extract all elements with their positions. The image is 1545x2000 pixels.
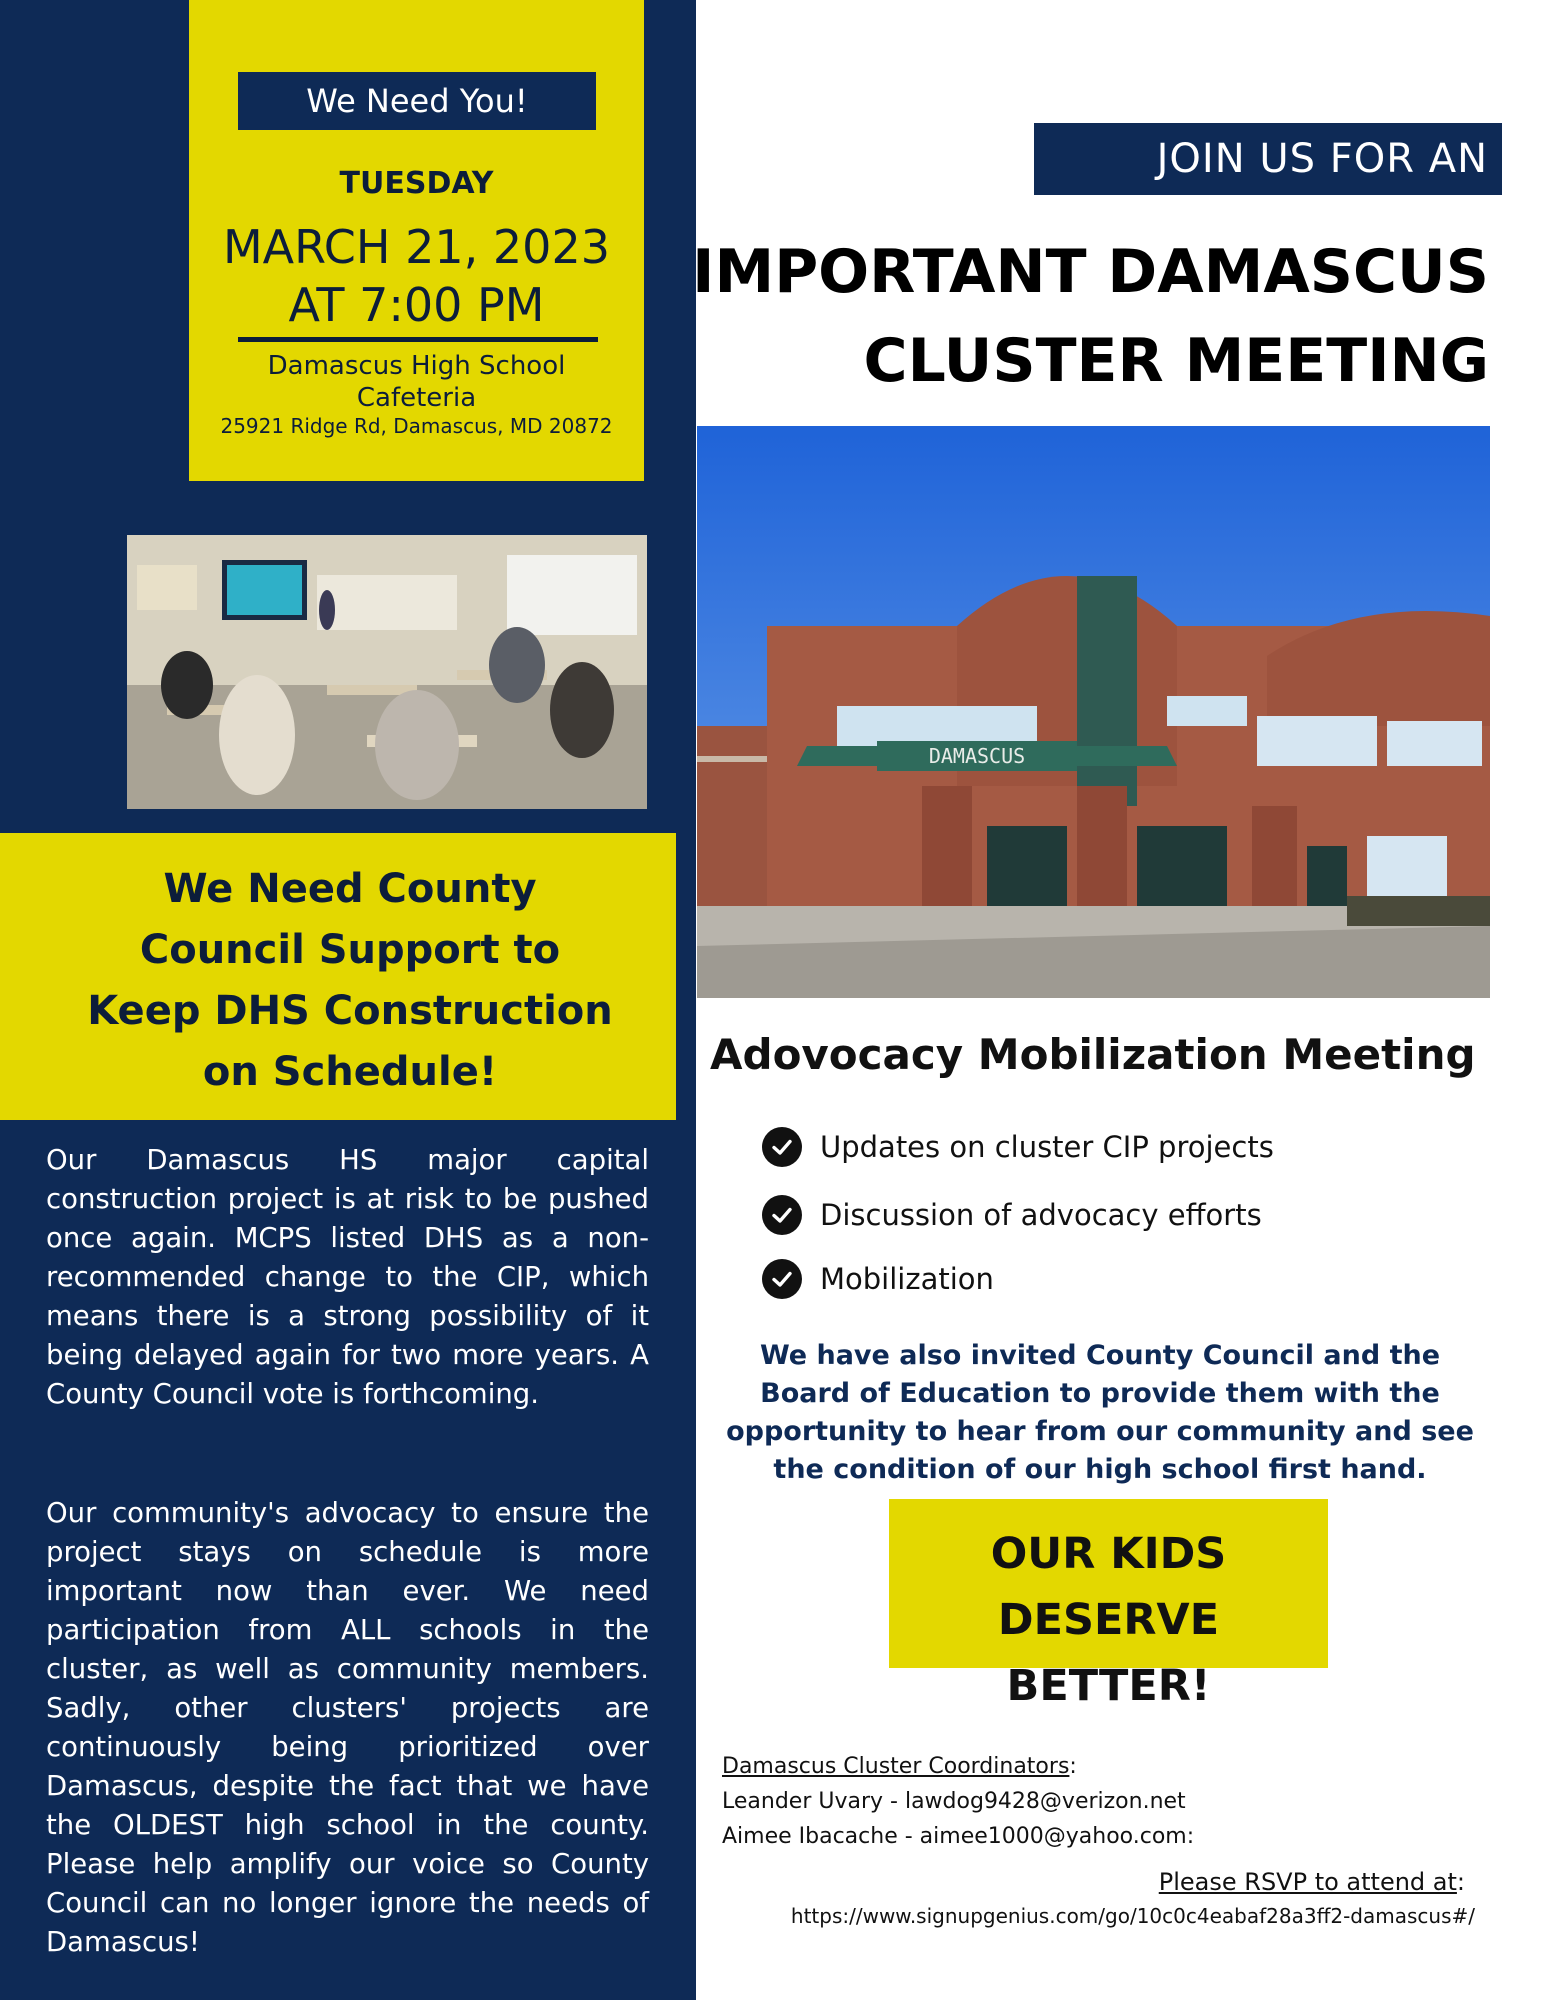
- venue-line-1: Damascus High School: [267, 351, 566, 381]
- coordinators-heading-suffix: :: [1069, 1754, 1077, 1779]
- support-line: on Schedule!: [202, 1049, 498, 1095]
- event-day: TUESDAY: [339, 166, 494, 201]
- venue-line-2: Cafeteria: [356, 383, 477, 413]
- coordinator-contact[interactable]: Leander Uvary - lawdog9428@verizon.net: [722, 1789, 1186, 1814]
- rsvp-label-suffix: :: [1456, 1868, 1465, 1896]
- slogan-line-1: OUR KIDS: [990, 1529, 1227, 1579]
- event-address: 25921 Ridge Rd, Damascus, MD 20872: [220, 414, 613, 438]
- coordinators-heading: [722, 1754, 1077, 1779]
- agenda-item-label: Mobilization: [820, 1262, 994, 1296]
- coordinator-contact[interactable]: Aimee Ibacache - aimee1000@yahoo.com:: [722, 1824, 1195, 1849]
- classroom-photo: [127, 535, 647, 809]
- agenda-item: [762, 1193, 1262, 1237]
- page-title-line-1: IMPORTANT DAMASCUS: [692, 237, 1489, 307]
- agenda-item-label: Updates on cluster CIP projects: [820, 1130, 1274, 1164]
- coordinators-heading-text: Damascus Cluster Coordinators: [722, 1754, 1070, 1779]
- rsvp-label: [1159, 1868, 1465, 1896]
- event-venue: [189, 350, 644, 414]
- support-line: We Need County: [163, 866, 537, 912]
- building-sign: DAMASCUS: [928, 744, 1026, 768]
- event-time: AT 7:00 PM: [288, 278, 545, 332]
- school-photo: [697, 426, 1490, 998]
- slogan: [889, 1521, 1328, 1719]
- page-title-line-2: CLUSTER MEETING: [863, 326, 1489, 396]
- event-details-box: [189, 0, 644, 481]
- rsvp-link[interactable]: https://www.signupgenius.com/go/10c0c4eabaf28a3ff2-damascus#/: [790, 1904, 1475, 1928]
- check-circle-icon: [762, 1195, 802, 1235]
- divider: [238, 337, 598, 342]
- agenda-item: [762, 1257, 994, 1301]
- invitation-note: We have also invited County Council and the Board of Education to provide them with the opportunity to hear from our community and see the condition of our high school first hand.: [726, 1340, 1474, 1485]
- support-line: Keep DHS Construction: [87, 988, 613, 1034]
- event-date: MARCH 21, 2023: [222, 220, 610, 274]
- body-paragraph: Our Damascus HS major capital construction project is at risk to be pushed once again. MCPS listed DHS as a non-recommended change to the CIP, which means there is a strong possibility of it being delayed again for two more years. A County Council vote is forthcoming.: [46, 1144, 649, 1410]
- we-need-you-badge: We Need You!: [238, 72, 596, 130]
- support-callout: [0, 833, 676, 1120]
- body-paragraph: Our community's advocacy to ensure the project stays on schedule is more important now than ever. We need participation from ALL schools in the cluster, as well as community members. Sadly, other clusters' projects are continuously being prioritized over Damascus, despite the fact that we have the OLDEST high school in the county. Please help amplify our voice so County Council can no longer ignore the needs of Damascus!: [46, 1497, 649, 1958]
- agenda-item-label: Discussion of advocacy efforts: [820, 1198, 1262, 1232]
- support-heading: [40, 859, 660, 1103]
- agenda-heading: Adovocacy Mobilization Meeting: [710, 1030, 1476, 1079]
- check-circle-icon: [762, 1127, 802, 1167]
- slogan-line-2: DESERVE BETTER!: [997, 1595, 1220, 1711]
- support-line: Council Support to: [139, 927, 561, 973]
- join-us-banner: JOIN US FOR AN: [1034, 123, 1502, 195]
- agenda-item: [762, 1125, 1274, 1169]
- check-circle-icon: [762, 1259, 802, 1299]
- rsvp-label-text: Please RSVP to attend at: [1158, 1868, 1457, 1896]
- slogan-box: [889, 1499, 1328, 1711]
